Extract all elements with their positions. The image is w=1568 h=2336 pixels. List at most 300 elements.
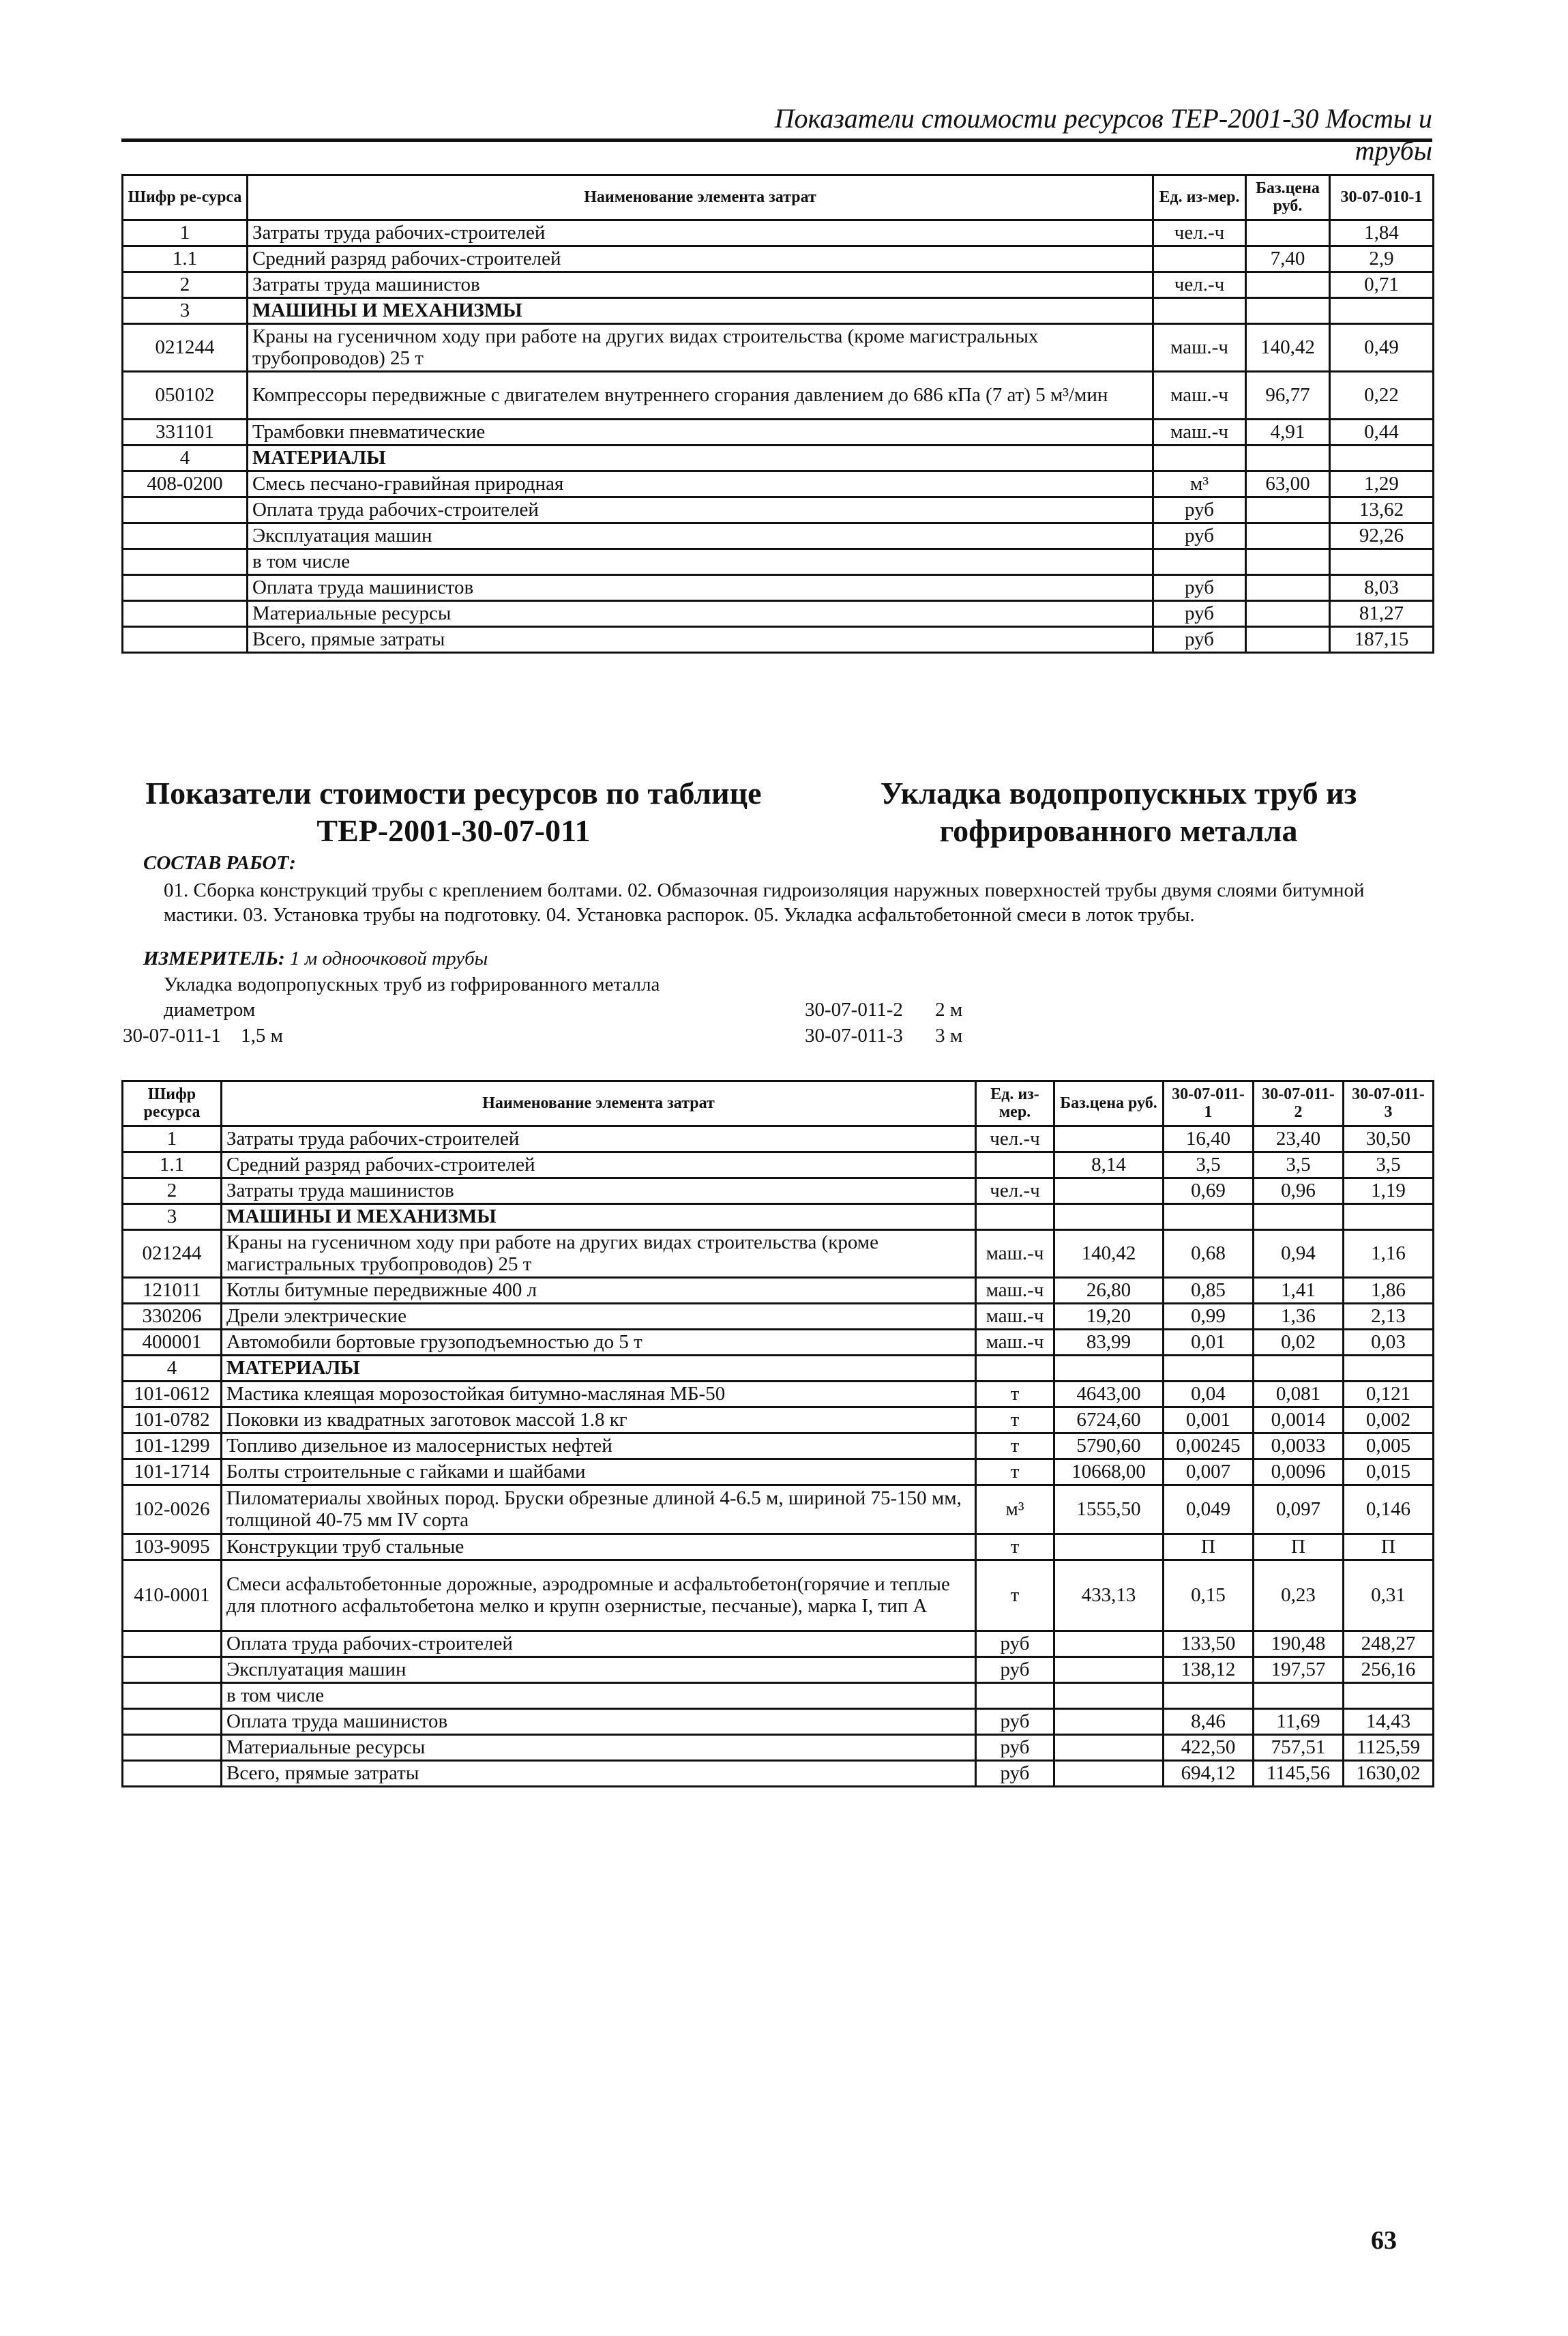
code-cell — [123, 1761, 222, 1787]
value-cell: 0,68 — [1164, 1230, 1254, 1278]
value-cell: 138,12 — [1164, 1657, 1254, 1683]
unit-cell — [976, 1152, 1054, 1178]
table-row — [123, 549, 1434, 575]
value-cell — [1344, 1683, 1434, 1709]
unit-cell: чел.-ч — [1153, 220, 1246, 246]
value-cell: 92,26 — [1330, 523, 1434, 549]
name-cell: в том числе — [222, 1683, 976, 1709]
code-cell: 2 — [123, 272, 248, 298]
code-cell: 4 — [123, 446, 248, 471]
code-size: 2 м — [935, 999, 963, 1021]
value-cell: 0,31 — [1344, 1560, 1434, 1631]
price-cell — [1246, 272, 1330, 298]
unit-cell: маш.-ч — [976, 1278, 1054, 1304]
price-cell — [1054, 1761, 1164, 1787]
value-cell — [1330, 549, 1434, 575]
value-cell: 248,27 — [1344, 1631, 1434, 1657]
price-cell: 140,42 — [1246, 324, 1330, 372]
code-cell — [123, 575, 248, 601]
value-cell: 133,50 — [1164, 1631, 1254, 1657]
name-cell: Средний разряд рабочих-строителей — [248, 246, 1153, 272]
price-cell — [1246, 497, 1330, 523]
value-cell: 0,44 — [1330, 420, 1434, 446]
value-cell: 0,00245 — [1164, 1433, 1254, 1459]
code-cell: 101-0782 — [123, 1407, 222, 1433]
price-cell: 1555,50 — [1054, 1485, 1164, 1534]
price-cell — [1054, 1356, 1164, 1382]
unit-cell: руб — [1153, 497, 1246, 523]
code-cell: 050102 — [123, 372, 248, 420]
value-cell: 23,40 — [1254, 1126, 1344, 1152]
price-cell: 96,77 — [1246, 372, 1330, 420]
unit-cell: маш.-ч — [1153, 420, 1246, 446]
value-cell: 0,002 — [1344, 1407, 1434, 1433]
code-cell: 4 — [123, 1356, 222, 1382]
code-cell: 101-1299 — [123, 1433, 222, 1459]
table-body — [123, 1126, 1434, 1787]
name-cell: Смеси асфальтобетонные дорожные, аэродромные и асфальтобетон(горячие и теплые для плотного асфальтобетона мелко и крупн озернистые, песчаные), марка I, тип А — [222, 1560, 976, 1631]
value-cell: 0,001 — [1164, 1407, 1254, 1433]
table-row — [123, 1178, 1434, 1204]
name-cell: МАТЕРИАЛЫ — [248, 446, 1153, 471]
price-cell: 5790,60 — [1054, 1433, 1164, 1459]
name-cell: МАТЕРИАЛЫ — [222, 1356, 976, 1382]
value-cell — [1344, 1356, 1434, 1382]
price-cell — [1246, 220, 1330, 246]
code-cell: 3 — [123, 1204, 222, 1230]
value-cell: 0,03 — [1344, 1330, 1434, 1356]
column-header: Ед. из-мер. — [976, 1081, 1054, 1126]
code-cell — [123, 549, 248, 575]
price-cell: 4643,00 — [1054, 1382, 1164, 1407]
value-cell: 1630,02 — [1344, 1761, 1434, 1787]
unit-cell: м³ — [1153, 471, 1246, 497]
code-size: 1,5 м — [241, 1025, 284, 1047]
value-cell: 0,049 — [1164, 1485, 1254, 1534]
name-cell: Материальные ресурсы — [248, 601, 1153, 627]
unit-cell: маш.-ч — [976, 1230, 1054, 1278]
name-cell: Материальные ресурсы — [222, 1735, 976, 1761]
value-cell: 14,43 — [1344, 1709, 1434, 1735]
unit-cell: руб — [1153, 627, 1246, 653]
name-cell: Средний разряд рабочих-строителей — [222, 1152, 976, 1178]
code-item — [805, 1023, 962, 1048]
table-row — [123, 1407, 1434, 1433]
table-row — [123, 627, 1434, 653]
value-cell: 0,04 — [1164, 1382, 1254, 1407]
price-cell: 19,20 — [1054, 1304, 1164, 1330]
value-cell — [1344, 1204, 1434, 1230]
value-cell: 0,02 — [1254, 1330, 1344, 1356]
code-cell — [123, 1657, 222, 1683]
value-cell: 3,5 — [1164, 1152, 1254, 1178]
unit-cell: чел.-ч — [976, 1126, 1054, 1152]
unit-cell: т — [976, 1560, 1054, 1631]
name-cell: Эксплуатация машин — [248, 523, 1153, 549]
table-body — [123, 220, 1434, 653]
price-cell — [1054, 1178, 1164, 1204]
code-value: 30-07-011-1 — [123, 1025, 221, 1047]
table-row — [123, 1761, 1434, 1787]
table-row — [123, 1433, 1434, 1459]
value-cell — [1164, 1356, 1254, 1382]
value-cell: 0,94 — [1254, 1230, 1344, 1278]
code-cell: 1 — [123, 220, 248, 246]
table-row — [123, 1735, 1434, 1761]
table-row — [123, 1534, 1434, 1560]
header-rule — [121, 138, 1432, 142]
price-cell — [1054, 1204, 1164, 1230]
code-cell: 2 — [123, 1178, 222, 1204]
price-cell — [1054, 1126, 1164, 1152]
code-cell: 3 — [123, 298, 248, 324]
unit-cell: маш.-ч — [976, 1330, 1054, 1356]
unit-cell: чел.-ч — [1153, 272, 1246, 298]
table-row — [123, 1657, 1434, 1683]
table-row — [123, 471, 1434, 497]
table-row — [123, 446, 1434, 471]
unit-cell: т — [976, 1382, 1054, 1407]
table-row — [123, 523, 1434, 549]
unit-cell: руб — [1153, 601, 1246, 627]
table-row — [123, 1278, 1434, 1304]
unit-cell — [1153, 246, 1246, 272]
value-cell: 0,007 — [1164, 1459, 1254, 1485]
description-line-1: Укладка водопропускных труб из гофрированного металла — [164, 974, 660, 995]
unit-cell: руб — [976, 1657, 1054, 1683]
unit-cell — [1153, 446, 1246, 471]
price-cell: 4,91 — [1246, 420, 1330, 446]
composition-text: 01. Сборка конструкций трубы с креплением болтами. 02. Обмазочная гидроизоляция наружных поверхностей трубы двумя слоями битумной мастики. 03. Установка трубы на подготовку. 04. Установка распорок. 05. Укладка асфальтобетонной смеси в лоток трубы. — [164, 879, 1365, 926]
value-cell: 8,46 — [1164, 1709, 1254, 1735]
unit-cell: т — [976, 1407, 1054, 1433]
value-cell: 1,29 — [1330, 471, 1434, 497]
table-row — [123, 1459, 1434, 1485]
table-row — [123, 1356, 1434, 1382]
code-cell: 410-0001 — [123, 1560, 222, 1631]
code-cell — [123, 1709, 222, 1735]
table-row — [123, 1304, 1434, 1330]
running-header: Показатели стоимости ресурсов ТЕР-2001-30 Мосты и трубы — [774, 103, 1432, 166]
name-cell: в том числе — [248, 549, 1153, 575]
price-cell — [1246, 549, 1330, 575]
value-cell: 3,5 — [1254, 1152, 1344, 1178]
unit-cell — [1153, 298, 1246, 324]
table-row — [123, 1683, 1434, 1709]
price-cell: 6724,60 — [1054, 1407, 1164, 1433]
name-cell: Оплата труда рабочих-строителей — [248, 497, 1153, 523]
price-cell — [1054, 1657, 1164, 1683]
code-item — [123, 1023, 283, 1048]
value-cell: 0,121 — [1344, 1382, 1434, 1407]
name-cell: Компрессоры передвижные с двигателем внутреннего сгорания давлением до 686 кПа (7 ат) 5 м³/мин — [248, 372, 1153, 420]
column-header: 30-07-011-2 — [1254, 1081, 1344, 1126]
code-cell: 1.1 — [123, 246, 248, 272]
table-row — [123, 220, 1434, 246]
value-cell: 16,40 — [1164, 1126, 1254, 1152]
name-cell: Оплата труда машинистов — [248, 575, 1153, 601]
value-cell — [1254, 1204, 1344, 1230]
name-cell: МАШИНЫ И МЕХАНИЗМЫ — [222, 1204, 976, 1230]
value-cell: 0,081 — [1254, 1382, 1344, 1407]
code-cell: 101-0612 — [123, 1382, 222, 1407]
name-cell: Всего, прямые затраты — [248, 627, 1153, 653]
table-row — [123, 324, 1434, 372]
value-cell: 757,51 — [1254, 1735, 1344, 1761]
unit-cell: руб — [976, 1709, 1054, 1735]
value-cell: 81,27 — [1330, 601, 1434, 627]
table-row — [123, 1330, 1434, 1356]
code-cell — [123, 1683, 222, 1709]
price-cell — [1054, 1683, 1164, 1709]
name-cell: Краны на гусеничном ходу при работе на других видах строительства (кроме магистральных трубопроводов) 25 т — [222, 1230, 976, 1278]
value-cell: 190,48 — [1254, 1631, 1344, 1657]
value-cell: 0,0014 — [1254, 1407, 1344, 1433]
code-cell: 101-1714 — [123, 1459, 222, 1485]
unit-cell: т — [976, 1534, 1054, 1560]
name-cell: Конструкции труб стальные — [222, 1534, 976, 1560]
name-cell: Дрели электрические — [222, 1304, 976, 1330]
value-cell: 1,16 — [1344, 1230, 1434, 1278]
value-cell — [1164, 1683, 1254, 1709]
value-cell: 1,84 — [1330, 220, 1434, 246]
code-cell: 102-0026 — [123, 1485, 222, 1534]
value-cell — [1330, 446, 1434, 471]
value-cell: 0,146 — [1344, 1485, 1434, 1534]
value-cell: 1,86 — [1344, 1278, 1434, 1304]
code-cell — [123, 1631, 222, 1657]
table-row — [123, 372, 1434, 420]
price-cell — [1246, 575, 1330, 601]
value-cell: 422,50 — [1164, 1735, 1254, 1761]
value-cell: 197,57 — [1254, 1657, 1344, 1683]
unit-cell: маш.-ч — [1153, 324, 1246, 372]
table-row — [123, 246, 1434, 272]
value-cell — [1164, 1204, 1254, 1230]
value-cell: 0,71 — [1330, 272, 1434, 298]
unit-cell: чел.-ч — [976, 1178, 1054, 1204]
value-cell: 0,49 — [1330, 324, 1434, 372]
price-cell — [1054, 1709, 1164, 1735]
name-cell: Затраты труда рабочих-строителей — [248, 220, 1153, 246]
code-value: 30-07-011-2 — [805, 999, 903, 1021]
unit-cell: руб — [976, 1631, 1054, 1657]
name-cell: Автомобили бортовые грузоподъемностью до 5 т — [222, 1330, 976, 1356]
name-cell: Оплата труда рабочих-строителей — [222, 1631, 976, 1657]
price-cell — [1246, 523, 1330, 549]
code-cell: 021244 — [123, 324, 248, 372]
value-cell: 0,0033 — [1254, 1433, 1344, 1459]
value-cell: 0,097 — [1254, 1485, 1344, 1534]
price-cell: 7,40 — [1246, 246, 1330, 272]
value-cell: 0,015 — [1344, 1459, 1434, 1485]
column-header: Наименование элемента затрат — [222, 1081, 976, 1126]
resource-table-2 — [121, 1080, 1434, 1787]
price-cell: 433,13 — [1054, 1560, 1164, 1631]
value-cell: 187,15 — [1330, 627, 1434, 653]
value-cell: 0,005 — [1344, 1433, 1434, 1459]
value-cell: П — [1254, 1534, 1344, 1560]
resource-table-1 — [121, 174, 1434, 654]
meter-label: ИЗМЕРИТЕЛЬ: — [143, 948, 285, 969]
unit-cell — [1153, 549, 1246, 575]
value-cell: 2,13 — [1344, 1304, 1434, 1330]
price-cell: 63,00 — [1246, 471, 1330, 497]
value-cell: 0,0096 — [1254, 1459, 1344, 1485]
column-header: Ед. из-мер. — [1153, 175, 1246, 220]
value-cell: 0,96 — [1254, 1178, 1344, 1204]
value-cell: 256,16 — [1344, 1657, 1434, 1683]
name-cell: Оплата труда машинистов — [222, 1709, 976, 1735]
unit-cell — [976, 1356, 1054, 1382]
value-cell: 694,12 — [1164, 1761, 1254, 1787]
column-header: 30-07-011-1 — [1164, 1081, 1254, 1126]
value-cell — [1254, 1683, 1344, 1709]
unit-cell: руб — [976, 1761, 1054, 1787]
value-cell — [1254, 1356, 1344, 1382]
code-cell — [123, 523, 248, 549]
unit-cell: маш.-ч — [976, 1304, 1054, 1330]
code-cell: 400001 — [123, 1330, 222, 1356]
name-cell: Топливо дизельное из малосернистых нефтей — [222, 1433, 976, 1459]
price-cell — [1246, 601, 1330, 627]
code-cell: 331101 — [123, 420, 248, 446]
price-cell — [1246, 446, 1330, 471]
unit-cell: т — [976, 1433, 1054, 1459]
page-number: 63 — [1371, 2226, 1397, 2255]
value-cell: 0,99 — [1164, 1304, 1254, 1330]
price-cell: 83,99 — [1054, 1330, 1164, 1356]
unit-cell: руб — [1153, 523, 1246, 549]
code-cell: 1.1 — [123, 1152, 222, 1178]
description-line-2: диаметром — [164, 999, 256, 1021]
table-row — [123, 1152, 1434, 1178]
price-cell: 26,80 — [1054, 1278, 1164, 1304]
value-cell — [1330, 298, 1434, 324]
section-title-right: Укладка водопропускных труб из гофрированного металла — [880, 776, 1357, 849]
column-header: 30-07-010-1 — [1330, 175, 1434, 220]
code-cell: 408-0200 — [123, 471, 248, 497]
column-header: Шифр ре-сурса — [123, 175, 248, 220]
composition-label: СОСТАВ РАБОТ: — [143, 852, 296, 874]
name-cell: Затраты труда машинистов — [222, 1178, 976, 1204]
price-cell — [1054, 1631, 1164, 1657]
name-cell: Пиломатериалы хвойных пород. Бруски обрезные длиной 4-6.5 м, шириной 75-150 мм, толщиной 40-75 мм IV сорта — [222, 1485, 976, 1534]
value-cell: 1,41 — [1254, 1278, 1344, 1304]
price-cell — [1054, 1534, 1164, 1560]
code-cell — [123, 1735, 222, 1761]
value-cell: 1,36 — [1254, 1304, 1344, 1330]
table-row — [123, 1560, 1434, 1631]
price-cell — [1054, 1735, 1164, 1761]
section-title-left: Показатели стоимости ресурсов по таблице ТЕР-2001-30-07-011 — [145, 776, 762, 849]
unit-cell: т — [976, 1459, 1054, 1485]
unit-cell — [976, 1204, 1054, 1230]
table-row — [123, 1382, 1434, 1407]
value-cell: 30,50 — [1344, 1126, 1434, 1152]
name-cell: Затраты труда машинистов — [248, 272, 1153, 298]
name-cell: Эксплуатация машин — [222, 1657, 976, 1683]
code-cell — [123, 601, 248, 627]
value-cell: 1125,59 — [1344, 1735, 1434, 1761]
unit-cell: руб — [1153, 575, 1246, 601]
price-cell — [1246, 298, 1330, 324]
name-cell: Трамбовки пневматические — [248, 420, 1153, 446]
value-cell: 1145,56 — [1254, 1761, 1344, 1787]
code-value: 30-07-011-3 — [805, 1025, 903, 1047]
price-cell: 10668,00 — [1054, 1459, 1164, 1485]
name-cell: МАШИНЫ И МЕХАНИЗМЫ — [248, 298, 1153, 324]
value-cell: 11,69 — [1254, 1709, 1344, 1735]
value-cell: 0,01 — [1164, 1330, 1254, 1356]
unit-cell: маш.-ч — [1153, 372, 1246, 420]
column-header: Шифр ресурса — [123, 1081, 222, 1126]
value-cell: 0,85 — [1164, 1278, 1254, 1304]
code-cell: 021244 — [123, 1230, 222, 1278]
value-cell: 0,22 — [1330, 372, 1434, 420]
table-row — [123, 1204, 1434, 1230]
value-cell: П — [1344, 1534, 1434, 1560]
code-cell — [123, 627, 248, 653]
value-cell: 0,69 — [1164, 1178, 1254, 1204]
unit-cell — [976, 1683, 1054, 1709]
table-row — [123, 1631, 1434, 1657]
value-cell: 1,19 — [1344, 1178, 1434, 1204]
name-cell: Затраты труда рабочих-строителей — [222, 1126, 976, 1152]
table-row — [123, 575, 1434, 601]
table-row — [123, 272, 1434, 298]
value-cell: П — [1164, 1534, 1254, 1560]
code-item — [805, 997, 962, 1022]
column-header: Баз.цена руб. — [1246, 175, 1330, 220]
table-row — [123, 298, 1434, 324]
name-cell: Болты строительные с гайками и шайбами — [222, 1459, 976, 1485]
unit-cell: руб — [976, 1735, 1054, 1761]
name-cell: Краны на гусеничном ходу при работе на других видах строительства (кроме магистральных трубопроводов) 25 т — [248, 324, 1153, 372]
table-row — [123, 601, 1434, 627]
table-row — [123, 1485, 1434, 1534]
value-cell: 0,23 — [1254, 1560, 1344, 1631]
code-cell — [123, 497, 248, 523]
code-cell: 103-9095 — [123, 1534, 222, 1560]
price-cell: 140,42 — [1054, 1230, 1164, 1278]
value-cell: 2,9 — [1330, 246, 1434, 272]
table-row — [123, 420, 1434, 446]
value-cell: 8,03 — [1330, 575, 1434, 601]
table-row — [123, 1709, 1434, 1735]
code-cell: 1 — [123, 1126, 222, 1152]
price-cell — [1246, 627, 1330, 653]
meter-line — [143, 946, 488, 971]
value-cell: 3,5 — [1344, 1152, 1434, 1178]
name-cell: Всего, прямые затраты — [222, 1761, 976, 1787]
column-header: Наименование элемента затрат — [248, 175, 1153, 220]
code-cell: 121011 — [123, 1278, 222, 1304]
value-cell: 0,15 — [1164, 1560, 1254, 1631]
column-header: Баз.цена руб. — [1054, 1081, 1164, 1126]
table-row — [123, 1230, 1434, 1278]
code-size: 3 м — [935, 1025, 963, 1047]
table-row — [123, 497, 1434, 523]
column-header: 30-07-011-3 — [1344, 1081, 1434, 1126]
value-cell: 13,62 — [1330, 497, 1434, 523]
name-cell: Смесь песчано-гравийная природная — [248, 471, 1153, 497]
name-cell: Мастика клеящая морозостойкая битумно-масляная МБ-50 — [222, 1382, 976, 1407]
name-cell: Поковки из квадратных заготовок массой 1.8 кг — [222, 1407, 976, 1433]
table-row — [123, 1126, 1434, 1152]
name-cell: Котлы битумные передвижные 400 л — [222, 1278, 976, 1304]
price-cell: 8,14 — [1054, 1152, 1164, 1178]
